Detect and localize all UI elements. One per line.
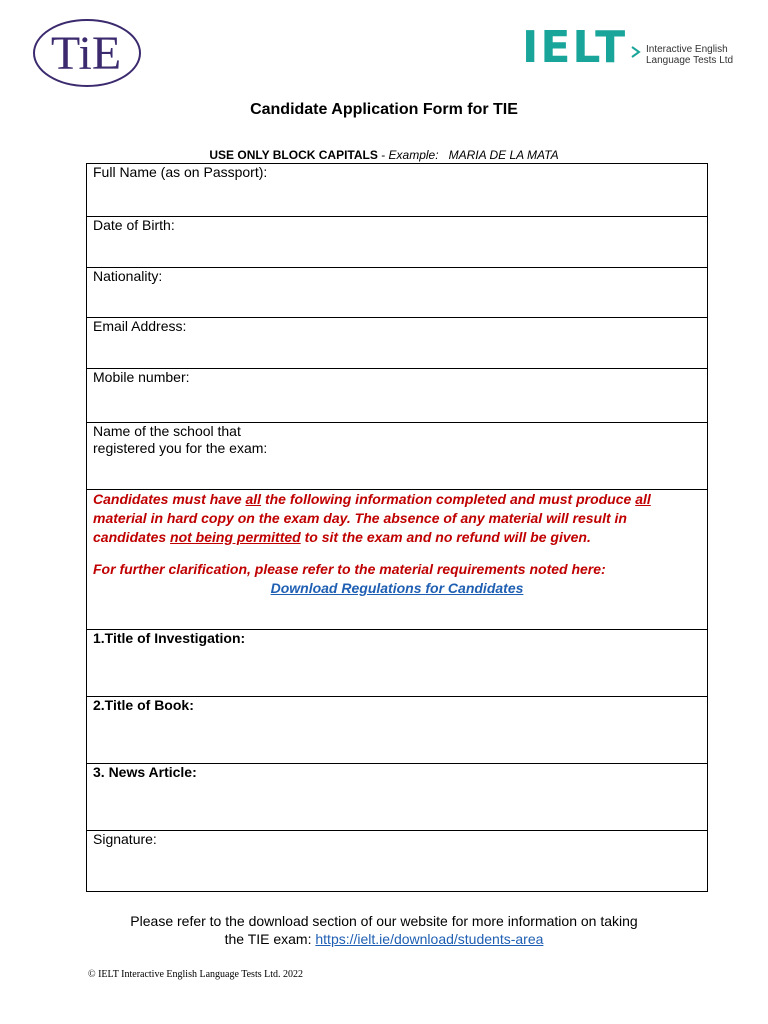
news-article-label: 3. News Article: <box>93 764 197 780</box>
download-regulations-link[interactable]: Download Regulations for Candidates <box>270 580 524 596</box>
investigation-field[interactable] <box>87 630 708 697</box>
signature-field[interactable] <box>87 831 708 892</box>
tie-logo-text: TiE <box>50 27 122 80</box>
copyright-text: © IELT Interactive English Language Tests Ltd. 2022 <box>88 969 303 980</box>
application-form-table <box>86 163 708 892</box>
page-title: Candidate Application Form for TIE <box>250 101 518 118</box>
full-name-label: Full Name (as on Passport): <box>93 164 268 180</box>
school-label-line1: Name of the school that <box>93 423 241 439</box>
book-field[interactable] <box>87 697 708 764</box>
school-label-line2: registered you for the exam: <box>93 440 268 456</box>
book-label: 2.Title of Book: <box>93 697 194 713</box>
notice-cell <box>87 490 708 630</box>
signature-label: Signature: <box>93 831 157 847</box>
notice-text: Candidates must have all the following information completed and must produce all material in hard copy on the exam day. The absence of any material will result in candidates not being permitted to sit the exam and no refund will be given. For further clarification, please refer to the material requirements noted here: Download Regulations for Candidates <box>93 490 701 598</box>
dob-label: Date of Birth: <box>93 217 175 233</box>
school-field[interactable] <box>87 423 708 490</box>
clarification-text: For further clarification, please refer to the material requirements noted here: <box>93 561 606 577</box>
students-area-link[interactable]: https://ielt.ie/download/students-area <box>315 931 544 947</box>
ielt-logo-subtitle: Interactive English Language Tests Ltd <box>646 44 734 66</box>
nationality-label: Nationality: <box>93 268 163 284</box>
ielt-logo-text: IELT <box>522 22 628 73</box>
nationality-field[interactable] <box>87 268 708 318</box>
email-label: Email Address: <box>93 318 187 334</box>
ielt-logo <box>522 22 752 73</box>
instruction-line: USE ONLY BLOCK CAPITALS - Example: MARIA DE LA MATA <box>209 148 559 162</box>
tie-logo <box>31 17 143 89</box>
footer-note: Please refer to the download section of our website for more information on taking the TIE exam: https://ielt.ie/download/students-area <box>130 913 638 947</box>
email-field[interactable] <box>87 318 708 369</box>
chevron-right-icon <box>630 46 642 58</box>
dob-field[interactable] <box>87 217 708 268</box>
mobile-label: Mobile number: <box>93 369 190 385</box>
investigation-label: 1.Title of Investigation: <box>93 630 246 646</box>
mobile-field[interactable] <box>87 369 708 423</box>
full-name-field[interactable] <box>87 164 708 217</box>
news-article-field[interactable] <box>87 764 708 831</box>
